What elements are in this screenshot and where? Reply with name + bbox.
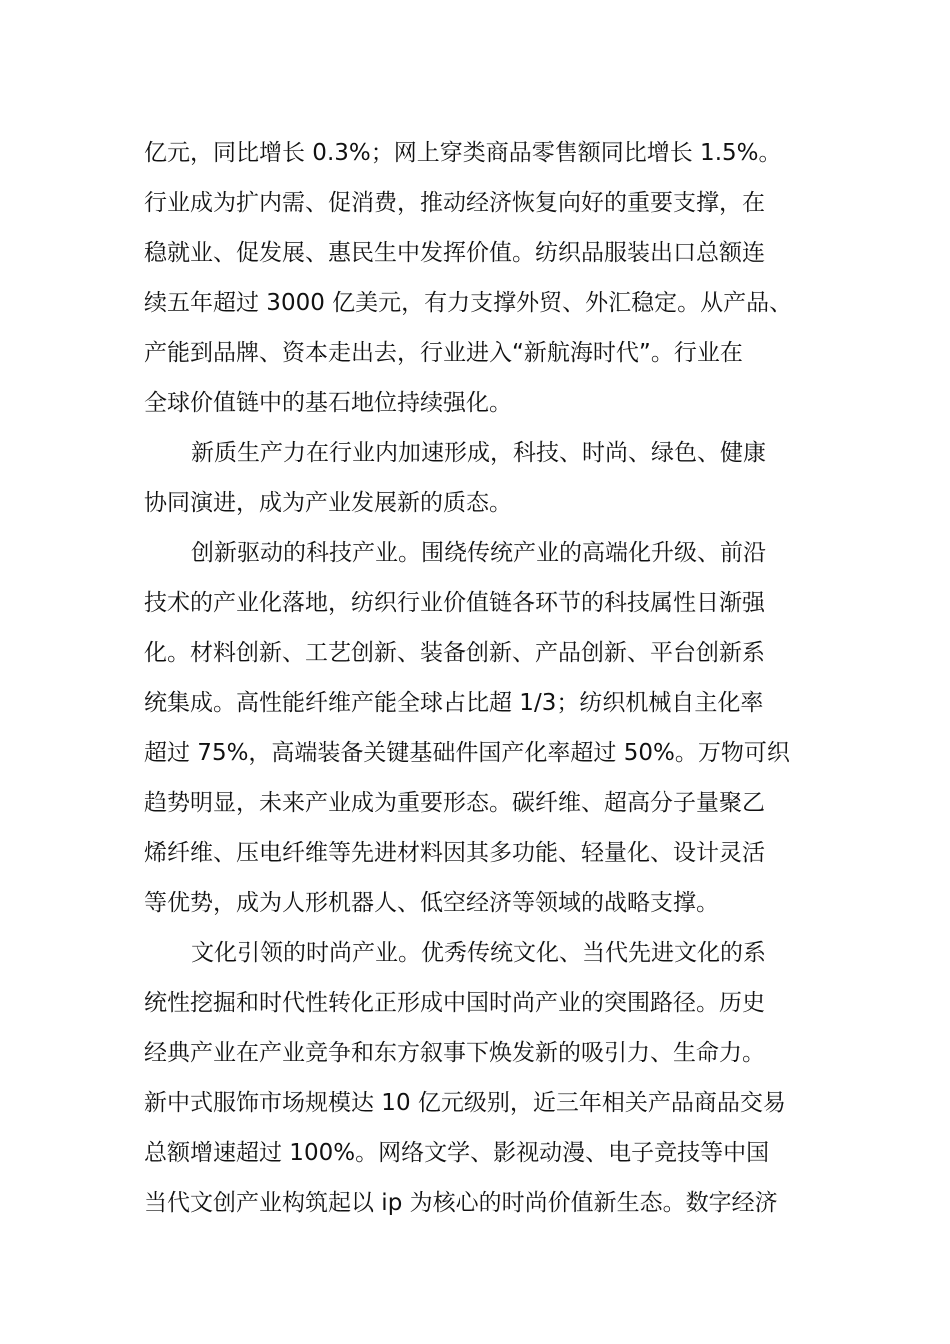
text-line: 协同演进，成为产业发展新的质态。 (144, 490, 512, 516)
text-line: 行业成为扩内需、促消费，推动经济恢复向好的重要支撑，在 (144, 190, 765, 216)
text-line: 经典产业在产业竞争和东方叙事下焕发新的吸引力、生命力。 (144, 1040, 765, 1066)
text-line: 产能到品牌、资本走出去，行业进入“新航海时代”。行业在 (144, 340, 743, 366)
text-line: 当代文创产业构筑起以 ip 为核心的时尚价值新生态。数字经济 (144, 1190, 778, 1216)
text-line: 技术的产业化落地，纺织行业价值链各环节的科技属性日渐强 (144, 590, 765, 616)
text-line: 续五年超过 3000 亿美元，有力支撑外贸、外汇稳定。从产品、 (144, 290, 793, 316)
text-line: 等优势，成为人形机器人、低空经济等领域的战略支撑。 (144, 890, 719, 916)
paragraph-start-line: 文化引领的时尚产业。优秀传统文化、当代先进文化的系 (191, 940, 766, 966)
text-line: 新中式服饰市场规模达 10 亿元级别，近三年相关产品商品交易 (144, 1090, 786, 1116)
text-line: 烯纤维、压电纤维等先进材料因其多功能、轻量化、设计灵活 (144, 840, 765, 866)
text-line: 统集成。高性能纤维产能全球占比超 1/3；纺织机械自主化率 (144, 690, 764, 716)
text-line: 稳就业、促发展、惠民生中发挥价值。纺织品服装出口总额连 (144, 240, 765, 266)
text-line: 全球价值链中的基石地位持续强化。 (144, 390, 512, 416)
text-line: 总额增速超过 100%。网络文学、影视动漫、电子竞技等中国 (144, 1140, 770, 1166)
paragraph-start-line: 新质生产力在行业内加速形成，科技、时尚、绿色、健康 (191, 440, 766, 466)
text-line: 统性挖掘和时代性转化正形成中国时尚产业的突围路径。历史 (144, 990, 765, 1016)
text-line: 超过 75%，高端装备关键基础件国产化率超过 50%。万物可织 (144, 740, 790, 766)
text-line: 亿元，同比增长 0.3%；网上穿类商品零售额同比增长 1.5%。 (144, 140, 782, 166)
text-line: 趋势明显，未来产业成为重要形态。碳纤维、超高分子量聚乙 (144, 790, 765, 816)
paragraph-start-line: 创新驱动的科技产业。围绕传统产业的高端化升级、前沿 (191, 540, 766, 566)
text-line: 化。材料创新、工艺创新、装备创新、产品创新、平台创新系 (144, 640, 765, 666)
body-text (144, 128, 824, 1228)
